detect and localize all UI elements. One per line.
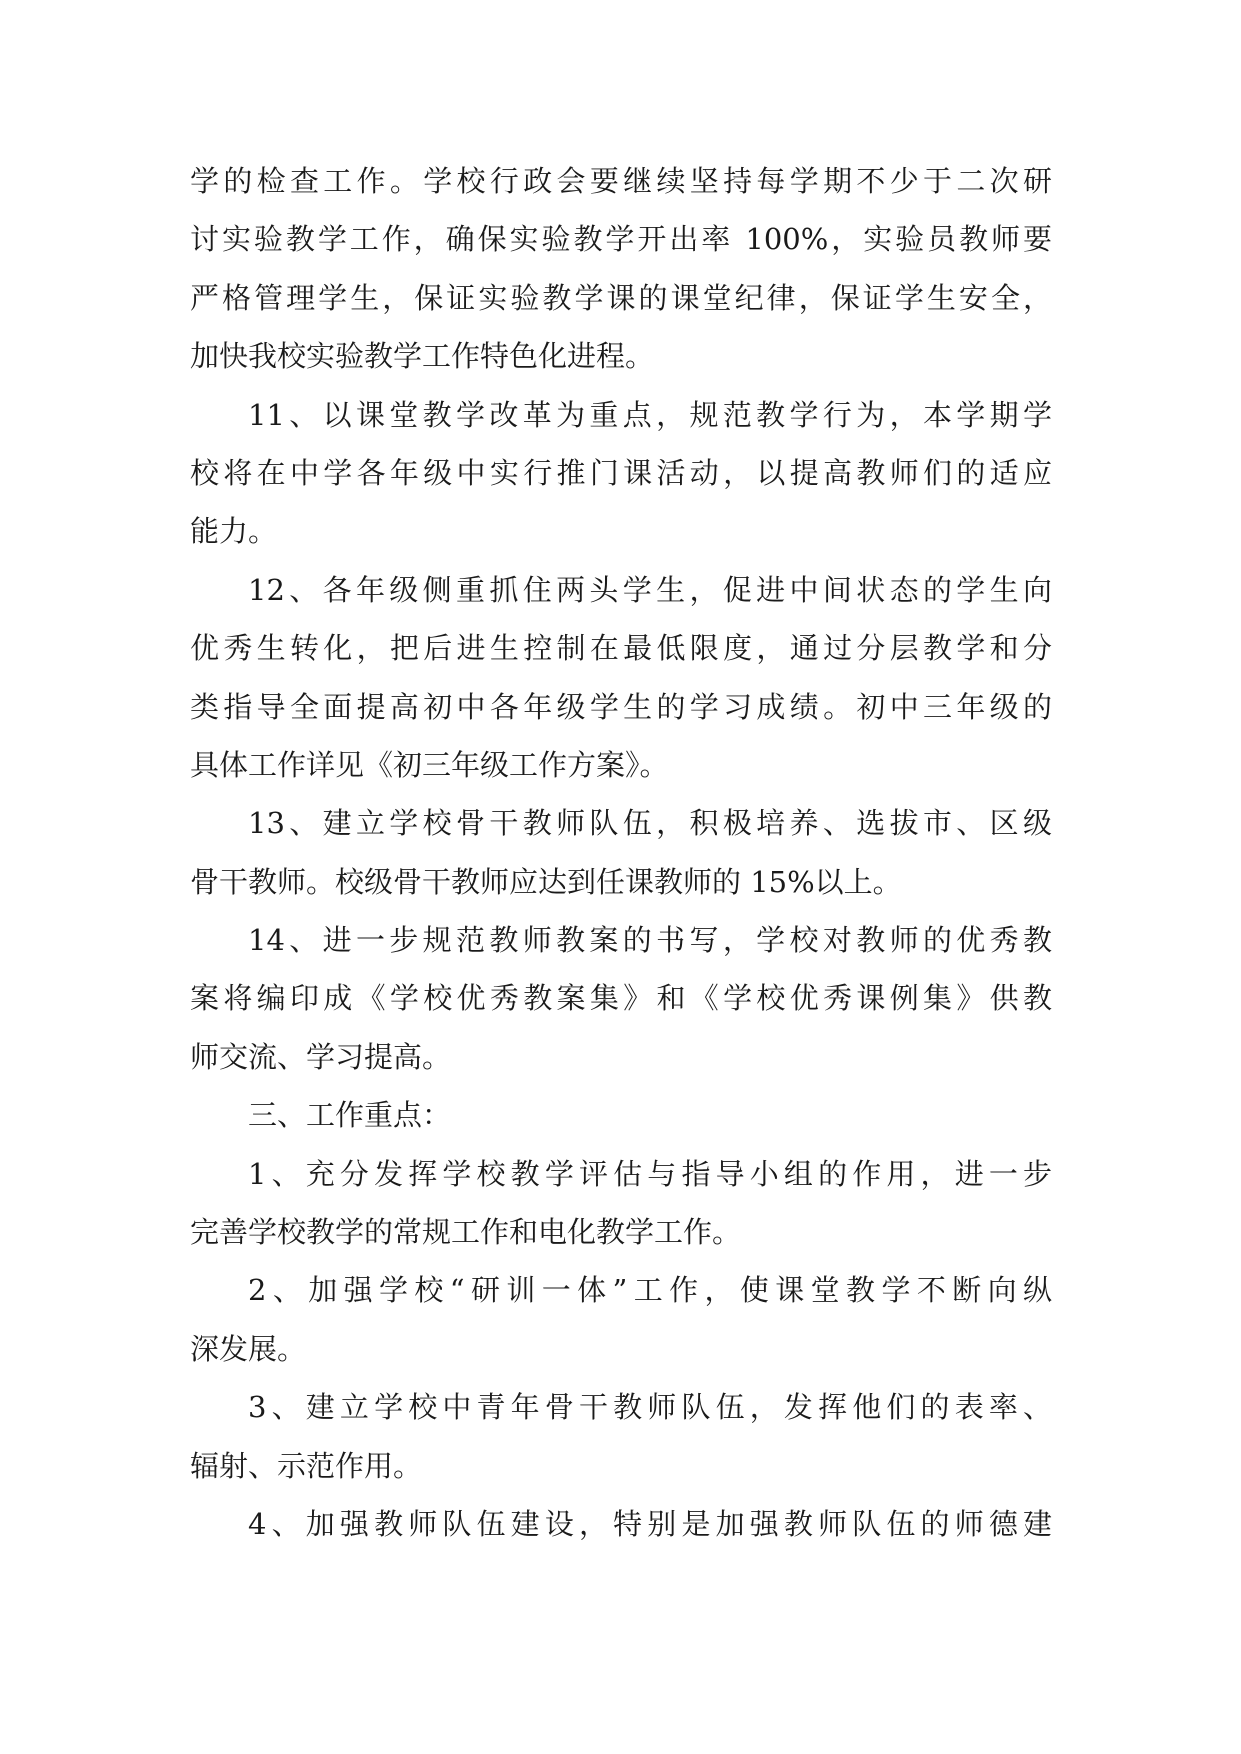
text-line: 师交流、学习提高。 (190, 1039, 452, 1074)
text-line: 2、加强学校“研训一体”工作，使课堂教学不断向纵 (248, 1273, 1052, 1308)
text-line: 1、充分发挥学校教学评估与指导小组的作用，进一步 (248, 1156, 1052, 1191)
text-line: 3、建立学校中青年骨干教师队伍，发挥他们的表率、 (248, 1390, 1052, 1425)
text-line: 校将在中学各年级中实行推门课活动，以提高教师们的适应 (190, 455, 1052, 490)
text-line: 具体工作详见《初三年级工作方案》。 (190, 747, 669, 782)
text-line: 14、进一步规范教师教案的书写，学校对教师的优秀教 (248, 923, 1052, 958)
document-body (190, 152, 1052, 1553)
text-line: 学的检查工作。学校行政会要继续坚持每学期不少于二次研 (190, 164, 1052, 198)
text-line: 三、工作重点： (248, 1098, 452, 1133)
text-line: 4、加强教师队伍建设，特别是加强教师队伍的师德建 (248, 1506, 1052, 1541)
text-line: 11、以课堂教学改革为重点，规范教学行为，本学期学 (248, 397, 1052, 432)
text-line: 12、各年级侧重抓住两头学生，促进中间状态的学生向 (248, 572, 1052, 607)
text-line: 能力。 (190, 514, 278, 549)
text-line: 案将编印成《学校优秀教案集》和《学校优秀课例集》供教 (190, 981, 1052, 1016)
text-line: 完善学校教学的常规工作和电化教学工作。 (190, 1215, 742, 1250)
text-line: 辐射、示范作用。 (190, 1448, 423, 1483)
text-line: 13、建立学校骨干教师队伍，积极培养、选拔市、区级 (248, 806, 1052, 841)
text-line: 骨干教师。校级骨干教师应达到任课教师的 15%以上。 (190, 864, 902, 899)
text-line: 讨实验教学工作，确保实验教学开出率 100%，实验员教师要 (190, 222, 1052, 257)
text-line: 类指导全面提高初中各年级学生的学习成绩。初中三年级的 (190, 689, 1052, 724)
text-line: 加快我校实验教学工作特色化进程。 (190, 339, 655, 374)
text-line: 优秀生转化，把后进生控制在最低限度，通过分层教学和分 (190, 631, 1052, 666)
text-line: 深发展。 (190, 1331, 307, 1366)
text-line: 严格管理学生，保证实验教学课的课堂纪律，保证学生安全， (190, 280, 1052, 315)
